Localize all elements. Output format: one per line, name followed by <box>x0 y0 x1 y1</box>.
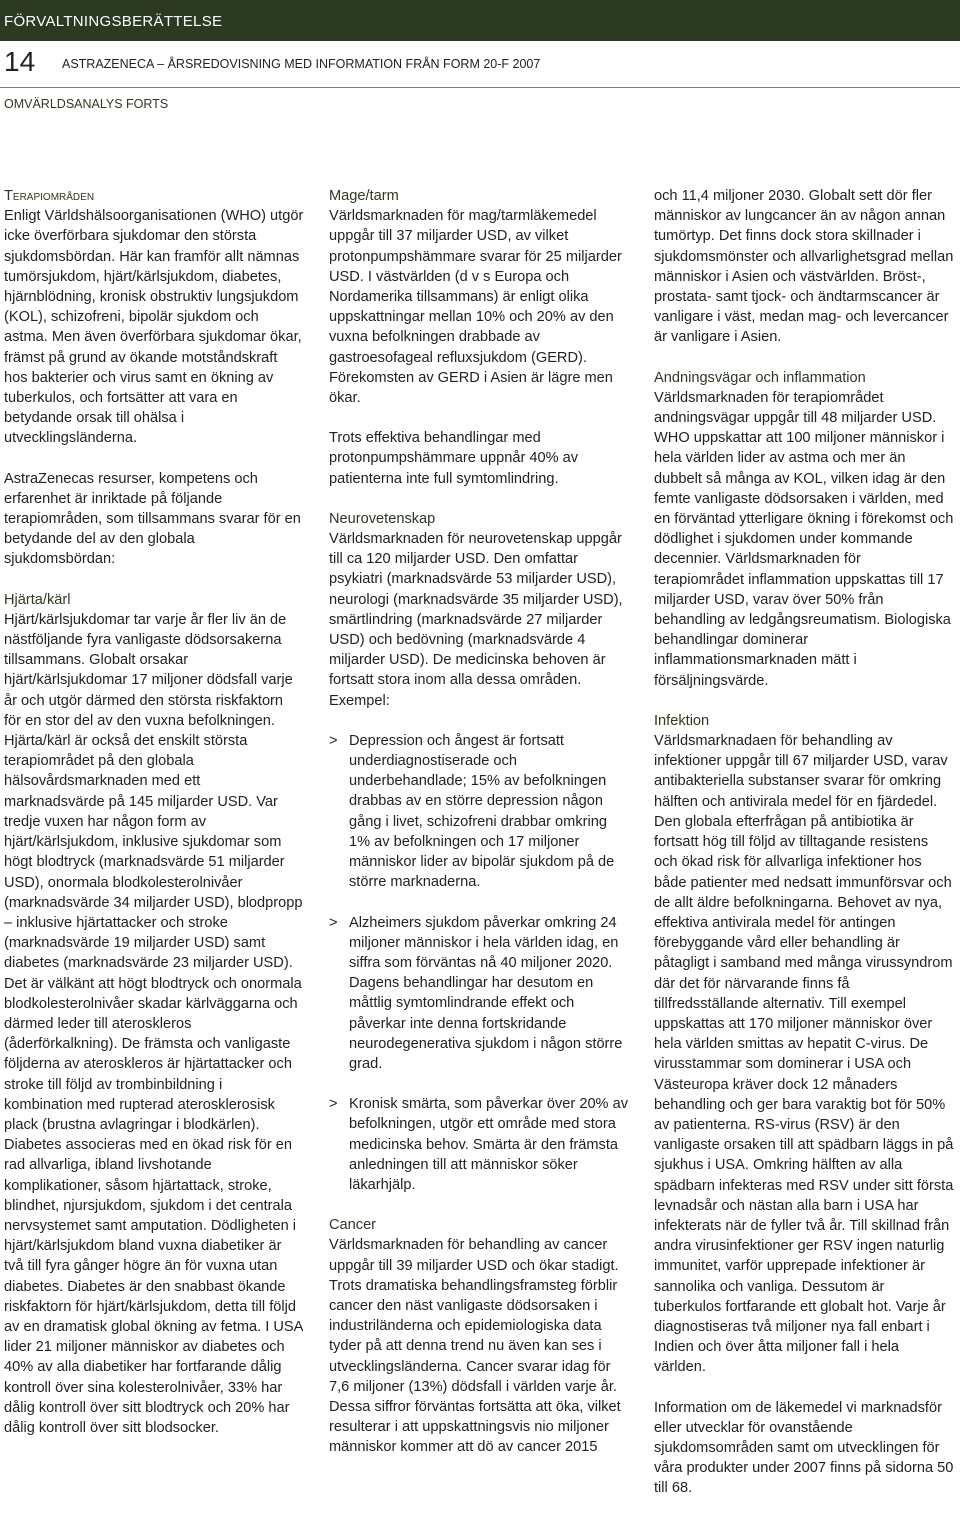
column-3 <box>654 186 954 1519</box>
column-2 <box>329 186 629 1478</box>
heading-therapy-areas: Terapiområden <box>4 188 95 204</box>
bullet-text: Alzheimers sjukdom påverkar omkring 24 miljoner människor i hela världen idag, en siffra som förväntas nå 40 miljoner 2020. Dagens behandlingar har desutom en måttlig symtomlindrande effekt och påverkar inte denna fortskridande neurodegenerativa sjukdom i någon större grad. <box>349 914 623 1072</box>
paragraph: och 11,4 miljoner 2030. Globalt sett dör fler människor av lungcancer än av någon annan tumörtyp. Det finns dock stora skillnader i sjukdomsmönster och allvarlighetsgrad mellan människor i Asien och västvärlden. Bröst-, prostata- samt tjock- och ändtarmscancer är vanligare i väst, medan mag- och levercancer är vanligare i Asien. <box>654 188 954 346</box>
paragraph: Världsmarknaden för mag/tarmläkemedel uppgår till 37 miljarder USD, av vilket protonpumpshämmare svarar för 25 miljarder USD. I västvärlden (d v s Europa och Nordamerika tillsammans) är enligt olika uppskattningar mellan 10% och 20% av den vuxna befolkningen drabbade av gastroesofageal refluxsjukdom (GERD). Förekomsten av GERD i Asien är lägre men ökar. <box>329 208 622 407</box>
bullet-item <box>329 731 629 893</box>
paragraph: Världsmarknadaen för behandling av infektioner uppgår till 67 miljarder USD, varav antibakteriella substanser svarar för omkring hälften och antivirala medel för en fjärdedel. Den globala efterfrågan på antibiotika är fortsatt hög till följd av tilltagande resistens och ökad risk för allvarliga infektioner hos både patienter med nedsatt immunförsvar och de allt äldre befolkningarna. Behovet av nya, effektiva antivirala medel för antingen förebyggande vård eller behandling är påtagligt i samband med många virussyndrom där det för närvarande finns få tillfredsställande alternativ. Till exempel uppskattas att 170 miljoner människor över hela världen smittas av hepatit C-virus. De virusstammar som dominerar i USA och Västeuropa kräver dock 12 månaders behandling och ger bara varaktig bot för 50% av patienterna. RS-virus (RSV) är den vanligaste orsaken till att spädbarn läggs in på sjukhus i USA. Omkring hälften av alla spädbarn infekteras med RSV under sitt första levnadsår och nästan alla barn i USA har infekterats när de fyller två år. Till skillnad från andra virusinfektioner ger RSV ingen naturlig immunitet, varför upprepade infektioner är sannolika och vanliga. Dessutom är tuberkulos fortfarande ett globalt hot. Varje år diagnostiseras två miljoner nya fall enbart i Indien och över åtta miljoner fall i hela världen. <box>654 733 954 1376</box>
bullet-marker: > <box>329 914 338 931</box>
page-header <box>0 41 960 88</box>
paragraph: Trots effektiva behandlingar med protonpumpshämmare uppnår 40% av patienterna inte full symtomlindring. <box>329 430 579 487</box>
paragraph: Enligt Världshälsoorganisationen (WHO) utgör icke överförbara sjukdomar den största sjukdomsbördan. Här kan framför allt nämnas tumörsjukdom, hjärt/kärlsjukdom, diabetes, hjärnblödning, kronisk obstruktiv lungsjukdom (KOL), schizofreni, bipolär sjukdom och astma. Men även överförbara sjukdomar ökar, främst på grund av ökande motståndskraft hos bakterier och virus samt en ökning av tuberkulos, och fortsätter att vara en betydande orsak till ohälsa i utvecklingsländerna. <box>4 208 304 447</box>
bullet-marker: > <box>329 732 338 749</box>
section-bar-label: FÖRVALTNINGSBERÄTTELSE <box>4 13 223 30</box>
heading-infection: Infektion <box>654 712 710 729</box>
bullet-text: Kronisk smärta, som påverkar över 20% av befolkningen, utgör ett område med stora medicinska behov. Smärta är den främsta anledningen till att människor söker läkarhjälp. <box>349 1096 629 1193</box>
heading-neuro: Neurovetenskap <box>329 510 436 527</box>
paragraph: Världsmarknaden för behandling av cancer uppgår till 39 miljarder USD och ökar stadigt. Trots dramatiska behandlingsframsteg förblir cancer den näst vanligaste dödsorsaken i industriländerna och epidemiologiska data tyder på att denna trend nu även kan ses i utvecklingsländerna. Cancer svarar idag för 7,6 miljoner (13%) dödsfall i världen varje år. Dessa siffror förväntas fortsätta att öka, vilket resulterar i att uppskattningsvis nio miljoner människor kommer att dö av cancer 2015 <box>329 1237 621 1456</box>
bullet-item <box>329 913 629 1075</box>
paragraph: Världsmarknaden för terapiområdet andningsvägar uppgår till 48 miljarder USD. WHO uppskattar att 100 miljoner människor i hela världen lider av astma och mer än dubbelt så många av KOL, vilken idag är den femte vanligaste dödsorsaken i världen, med en förväntad ytterligare ökning i förekomst och dödlighet i sjukdomen under kommande decennier. Världsmarknaden för terapiområdet inflammation uppskattas till 17 miljarder USD, varav över 50% från behandling av ledgångsreumatism. Biologiska behandlingar dominerar inflammationsmarknaden mätt i försäljningsvärde. <box>654 389 954 689</box>
bullet-marker: > <box>329 1096 338 1113</box>
bullet-item <box>329 1094 629 1195</box>
running-section-title: OMVÄRLDSANALYS FORTS <box>4 97 169 111</box>
heading-cancer: Cancer <box>329 1217 377 1234</box>
heading-heart: Hjärta/kärl <box>4 591 71 608</box>
heading-gi: Mage/tarm <box>329 188 399 204</box>
paragraph: Hjärt/kärlsjukdomar tar varje år fler liv än de nästföljande fyra vanligaste dödsorsakerna tillsammans. Globalt orsakar hjärt/kärlsjukdomar 17 miljoner dödsfall varje år och utgör därmed den största riskfaktorn för en stor del av den vuxna befolkningen. Hjärta/kärl är också det enskilt största terapiområdet på den globala hälsovårdsmarknaden med ett marknadsvärde på 145 miljarder USD. Var tredje vuxen har någon form av hjärt/kärlsjukdom, inklusive sjukdomar som högt blodtryck (marknadsvärde 51 miljarder USD), onormala blodkolesterolnivåer (marknadsvärde 34 miljarder USD), blodpropp – inklusive hjärtattacker och stroke (marknadsvärde 19 miljarder USD) samt diabetes (marknadsvärde 23 miljarder USD). Det är välkänt att högt blodtryck och onormala blodkolesterolnivåer skadar kärlväggarna och därmed leder till ateroskleros (åderförkalkning). De främsta och vanligaste följderna av ateroskleros är hjärtattacker och stroke till följd av trombinbildning i kombination med rupterad aterosklerosisk plack (brustna avlagringar i blodkärlen). Diabetes associeras med en ökad risk för en rad allvarliga, ibland livshotande komplikationer, såsom hjärtattack, stroke, blindhet, njursjukdom, sjukdom i det centrala nervsystemet samt amputation. Dödligheten i hjärt/kärlsjukdom bland vuxna diabetiker är två till fyra gånger högre än för vuxna utan diabetes. Diabetes är den snabbast ökande riskfaktorn för hjärt/kärlsjukdom, detta till följd av en dramatisk global ökning av fetma. I USA lider 21 miljoner människor av diabetes och 40% av alla diabetiker har fortfarande dålig kontroll över sina kolesterolnivåer, 33% har dålig kontroll över sitt blodtryck och 20% har dålig kontroll över sitt blodsocker. <box>4 611 303 1436</box>
section-bar <box>0 0 960 41</box>
column-1 <box>4 186 304 1458</box>
paragraph: Världsmarknaden för neurovetenskap uppgår till ca 120 miljarder USD. Den omfattar psykiatri (marknadsvärde 53 miljarder USD), neurologi (marknadsvärde 35 miljarder USD), smärtlindring (marknadsvärde 27 miljarder USD) och bedövning (marknadsvärde 4 miljarder USD). De medicinska behoven är fortsatt stora inom alla dessa områden. Exempel: <box>329 531 623 709</box>
bullet-text: Depression och ångest är fortsatt underdiagnostiserade och underbehandlade; 15% av befolkningen drabbas av en större depression någon gång i livet, schizofreni drabbar omkring 1% av befolkningen och 17 miljoner människor lider av bipolär sjukdom på de större marknaderna. <box>349 732 615 891</box>
heading-respiratory: Andningsvägar och inflammation <box>654 369 866 386</box>
page-number: 14 <box>4 46 36 77</box>
paragraph: AstraZenecas resurser, kompetens och erfarenhet är inriktade på följande terapiområden, som tillsammans svarar för en betydande del av den globala sjukdomsbördan: <box>4 470 301 568</box>
paragraph: Information om de läkemedel vi marknadsför eller utvecklar för ovanstående sjukdomsområden samt om utvecklingen för våra produkter under 2007 finns på sidorna 50 till 68. <box>654 1399 954 1497</box>
publication-title: ASTRAZENECA – ÅRSREDOVISNING MED INFORMATION FRÅN FORM 20-F 2007 <box>62 57 541 71</box>
